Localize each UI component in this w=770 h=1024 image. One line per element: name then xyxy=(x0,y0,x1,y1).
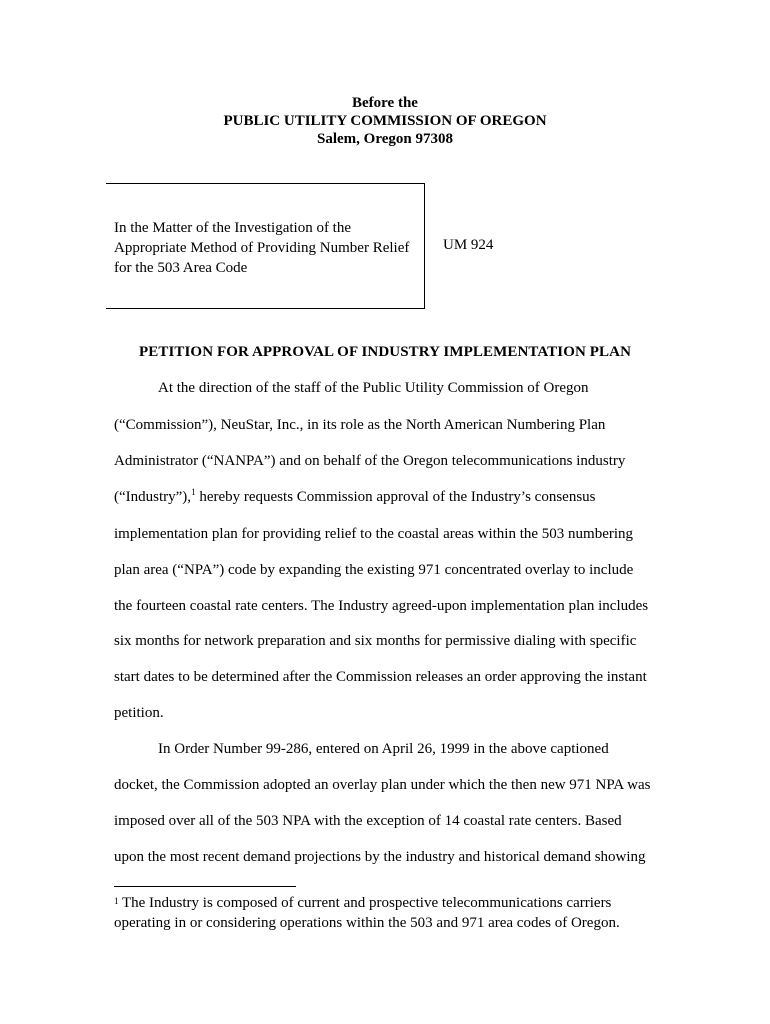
body-line: upon the most recent demand projections by the industry and historical demand showing xyxy=(114,849,646,865)
caption-matter-line: for the 503 Area Code xyxy=(114,260,248,276)
header-location: Salem, Oregon 97308 xyxy=(317,131,453,147)
header-before-the: Before the xyxy=(352,95,418,111)
body-line: docket, the Commission adopted an overlay plan under which the then new 971 NPA was xyxy=(114,777,651,793)
body-line: six months for network preparation and six months for permissive dialing with specific xyxy=(114,633,637,649)
body-line: the fourteen coastal rate centers. The Industry agreed-upon implementation plan includes xyxy=(114,598,649,614)
footnote-text: The Industry is composed of current and prospective telecommunications carriers xyxy=(118,895,612,911)
body-line: In Order Number 99-286, entered on April 26, 1999 in the above captioned xyxy=(158,741,609,757)
body-line-text: hereby requests Commission approval of the Industry’s consensus xyxy=(195,489,596,505)
footnote-line: operating in or considering operations within the 503 and 971 area codes of Oregon. xyxy=(114,915,620,931)
footnote-line xyxy=(114,893,620,913)
body-line: Administrator (“NANPA”) and on behalf of the Oregon telecommunications industry xyxy=(114,453,626,469)
caption-matter xyxy=(114,218,409,278)
body-line: start dates to be determined after the Commission releases an order approving the instant xyxy=(114,669,647,685)
header-commission-name: PUBLIC UTILITY COMMISSION OF OREGON xyxy=(223,113,547,129)
caption-matter-line: Appropriate Method of Providing Number Relief xyxy=(114,240,410,256)
footnote xyxy=(114,893,620,933)
caption-bottom-rule xyxy=(106,308,425,309)
body-line: petition. xyxy=(114,705,164,721)
body-line: (“Commission”), NeuStar, Inc., in its role as the North American Numbering Plan xyxy=(114,417,606,433)
caption-top-rule xyxy=(106,183,425,184)
body-line xyxy=(114,489,596,506)
caption-matter-line: In the Matter of the Investigation of the xyxy=(114,220,352,236)
docket-number: UM 924 xyxy=(443,237,494,253)
body-line: imposed over all of the 503 NPA with the exception of 14 coastal rate centers. Based xyxy=(114,813,622,829)
body-line: implementation plan for providing relief to the coastal areas within the 503 numbering xyxy=(114,526,634,542)
footnote-marker: 1 xyxy=(114,896,119,906)
caption-vertical-rule xyxy=(424,183,425,309)
footnote-separator xyxy=(114,886,296,887)
footnote-reference: 1 xyxy=(191,487,196,497)
body-line: plan area (“NPA”) code by expanding the existing 971 concentrated overlay to include xyxy=(114,562,634,578)
petition-title: PETITION FOR APPROVAL OF INDUSTRY IMPLEMENTATION PLAN xyxy=(138,344,632,360)
body-line: At the direction of the staff of the Public Utility Commission of Oregon xyxy=(158,380,589,396)
body-line-text: (“Industry”), xyxy=(114,489,192,505)
